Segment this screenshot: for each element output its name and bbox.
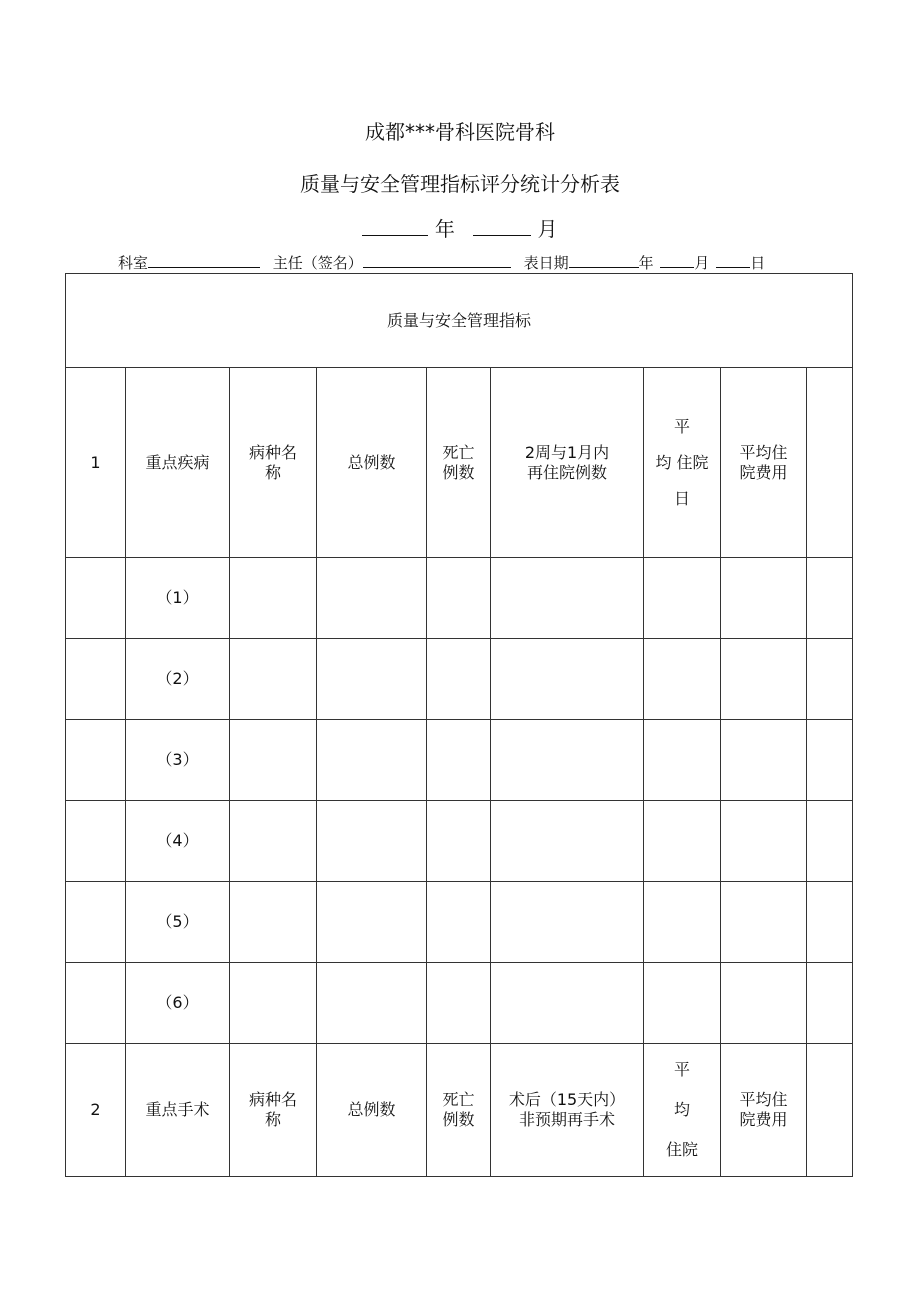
- table-row: [66, 882, 853, 963]
- date-day-label: 日: [750, 254, 766, 272]
- month-blank[interactable]: [473, 215, 531, 236]
- date-month-blank[interactable]: [660, 252, 694, 268]
- row-number: 1: [66, 368, 126, 558]
- dept-blank[interactable]: [148, 252, 260, 268]
- dept-label: 科室: [118, 254, 149, 272]
- hospital-title: 成都***骨科医院骨科: [365, 120, 555, 144]
- year-label: 年: [434, 217, 455, 241]
- category-cell: 重点手术: [126, 1044, 230, 1177]
- table-row: [66, 639, 853, 720]
- reoperation-header: 术后（15天内） 非预期再手术: [491, 1044, 644, 1177]
- item-label: （4）: [126, 801, 230, 882]
- year-blank[interactable]: [362, 215, 428, 236]
- date-year-label: 年: [638, 254, 654, 272]
- period-line: [0, 213, 920, 242]
- date-month-label: 月: [694, 254, 710, 272]
- item-label: （6）: [126, 963, 230, 1044]
- readmission-header: 2周与1月内 再住院例数: [491, 368, 644, 558]
- date-year-blank[interactable]: [569, 252, 639, 268]
- disease-name-header: 病种名 称: [230, 1044, 317, 1177]
- month-label: 月: [537, 217, 558, 241]
- death-cases-header: 死亡 例数: [427, 1044, 491, 1177]
- item-label: （2）: [126, 639, 230, 720]
- avg-stay-header: 平 均 住院: [644, 1044, 721, 1177]
- indicator-table: [65, 273, 853, 1177]
- total-cases-header: 总例数: [317, 1044, 427, 1177]
- item-label: （3）: [126, 720, 230, 801]
- section-title: 质量与安全管理指标: [66, 274, 853, 368]
- form-title: 质量与安全管理指标评分统计分析表: [300, 172, 620, 196]
- table-row: [66, 368, 853, 558]
- item-label: （1）: [126, 558, 230, 639]
- total-cases-header: 总例数: [317, 368, 427, 558]
- table-row: [66, 558, 853, 639]
- category-cell: 重点疾病: [126, 368, 230, 558]
- table-row: [66, 963, 853, 1044]
- table-row: [66, 1044, 853, 1177]
- avg-cost-header: 平均住 院费用: [721, 368, 807, 558]
- avg-stay-header: 平 均 住院 日: [644, 368, 721, 558]
- avg-cost-header: 平均住 院费用: [721, 1044, 807, 1177]
- disease-name-header: 病种名 称: [230, 368, 317, 558]
- table-row: [66, 801, 853, 882]
- director-label: 主任（签名）: [272, 254, 363, 272]
- death-cases-header: 死亡 例数: [427, 368, 491, 558]
- item-label: （5）: [126, 882, 230, 963]
- date-label: 表日期: [523, 254, 569, 272]
- table-row: [66, 720, 853, 801]
- row-number: 2: [66, 1044, 126, 1177]
- meta-line: [118, 252, 765, 273]
- table-cell[interactable]: [807, 1044, 853, 1177]
- table-cell[interactable]: [807, 368, 853, 558]
- date-day-blank[interactable]: [716, 252, 750, 268]
- director-blank[interactable]: [363, 252, 511, 268]
